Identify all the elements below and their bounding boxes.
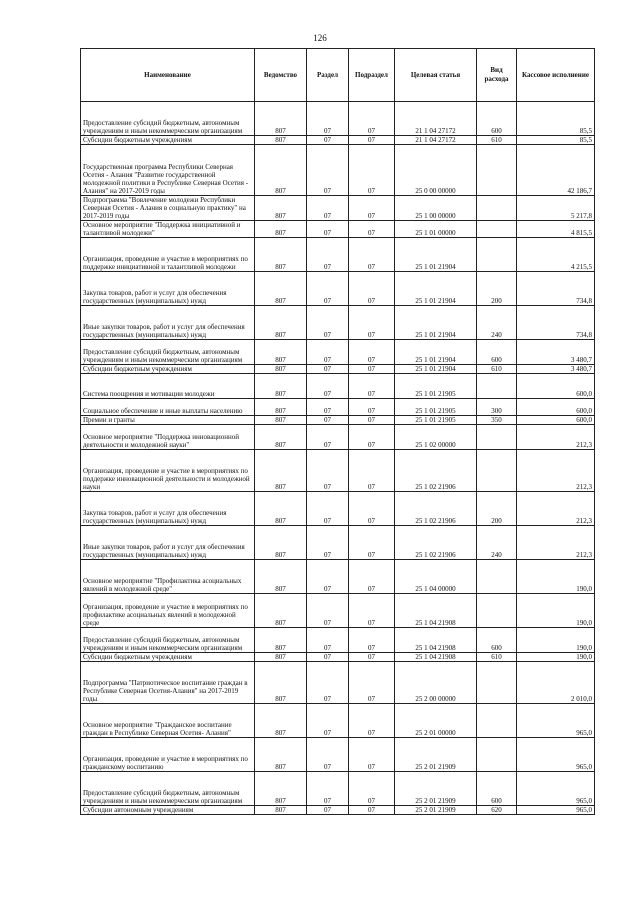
table-row (81, 772, 595, 806)
row-target-article: 25 2 01 21909 (395, 738, 477, 772)
row-vedomstvo: 807 (255, 145, 307, 196)
row-target-article: 25 0 00 00000 (395, 145, 477, 196)
row-name: Субсидии бюджетным учреждениям (81, 136, 255, 145)
row-razdel: 07 (307, 145, 349, 196)
row-podrazdel: 07 (349, 272, 395, 306)
row-target-article: 25 1 01 21904 (395, 306, 477, 340)
row-amount: 965,0 (517, 704, 595, 738)
row-target-article: 25 1 02 21906 (395, 526, 477, 560)
row-amount: 190,0 (517, 628, 595, 653)
row-amount: 3 480,7 (517, 340, 595, 365)
row-vedomstvo: 807 (255, 221, 307, 238)
row-podrazdel: 07 (349, 340, 395, 365)
table-row (81, 425, 595, 450)
row-podrazdel: 07 (349, 136, 395, 145)
row-expense-type (477, 450, 517, 492)
row-target-article: 25 1 01 21904 (395, 340, 477, 365)
row-expense-type (477, 221, 517, 238)
row-amount: 965,0 (517, 738, 595, 772)
row-target-article: 25 2 01 21909 (395, 772, 477, 806)
row-name: Предоставление субсидий бюджетным, автономным учреждениям и иным некоммерческим организациям (81, 628, 255, 653)
row-expense-type: 610 (477, 653, 517, 662)
row-vedomstvo: 807 (255, 560, 307, 594)
row-vedomstvo: 807 (255, 102, 307, 136)
row-expense-type: 240 (477, 526, 517, 560)
row-expense-type: 200 (477, 272, 517, 306)
row-podrazdel: 07 (349, 738, 395, 772)
header-podrazdel: Подраздел (349, 49, 395, 102)
row-amount: 212,3 (517, 425, 595, 450)
row-amount: 4 215,5 (517, 238, 595, 272)
row-expense-type (477, 594, 517, 628)
row-expense-type (477, 196, 517, 221)
table-row (81, 340, 595, 365)
row-name: Иные закупки товаров, работ и услуг для обеспечения государственных (муниципальных) нужд (81, 526, 255, 560)
row-expense-type (477, 374, 517, 399)
row-amount: 212,3 (517, 492, 595, 526)
row-vedomstvo: 807 (255, 136, 307, 145)
header-vedomstvo: Ведомство (255, 49, 307, 102)
row-razdel: 07 (307, 772, 349, 806)
row-name: Основное мероприятие "Профилактика асоциальных явлений в молодежной среде" (81, 560, 255, 594)
row-target-article: 21 1 04 27172 (395, 102, 477, 136)
row-target-article: 25 2 00 00000 (395, 662, 477, 704)
row-vedomstvo: 807 (255, 628, 307, 653)
row-target-article: 25 1 01 21904 (395, 365, 477, 374)
table-row (81, 365, 595, 374)
row-target-article: 25 1 02 21906 (395, 450, 477, 492)
row-amount: 4 815,5 (517, 221, 595, 238)
table-body (81, 102, 595, 815)
row-vedomstvo: 807 (255, 492, 307, 526)
row-name: Субсидии автономным учреждениям (81, 806, 255, 815)
row-target-article: 25 1 01 21905 (395, 374, 477, 399)
row-razdel: 07 (307, 365, 349, 374)
row-name: Предоставление субсидий бюджетным, автономным учреждениям и иным некоммерческим организациям (81, 340, 255, 365)
row-vedomstvo: 807 (255, 772, 307, 806)
row-amount: 212,3 (517, 450, 595, 492)
row-amount: 190,0 (517, 594, 595, 628)
table-row (81, 492, 595, 526)
row-amount: 5 217,8 (517, 196, 595, 221)
row-vedomstvo: 807 (255, 272, 307, 306)
row-expense-type: 350 (477, 416, 517, 425)
row-expense-type (477, 560, 517, 594)
row-vedomstvo: 807 (255, 662, 307, 704)
row-expense-type: 620 (477, 806, 517, 815)
row-razdel: 07 (307, 492, 349, 526)
row-razdel: 07 (307, 704, 349, 738)
table-row (81, 374, 595, 399)
row-razdel: 07 (307, 594, 349, 628)
table-row (81, 450, 595, 492)
row-podrazdel: 07 (349, 374, 395, 399)
row-name: Организация, проведение и участие в мероприятиях по профилактике асоциальных явлений в молодежной среде (81, 594, 255, 628)
row-expense-type: 240 (477, 306, 517, 340)
row-podrazdel: 07 (349, 653, 395, 662)
row-amount: 190,0 (517, 653, 595, 662)
row-target-article: 25 1 01 21905 (395, 399, 477, 416)
row-name: Основное мероприятие "Поддержка инициативной и талантливой молодежи" (81, 221, 255, 238)
row-podrazdel: 07 (349, 450, 395, 492)
row-expense-type (477, 662, 517, 704)
table-row (81, 306, 595, 340)
header-razdel: Раздел (307, 49, 349, 102)
row-razdel: 07 (307, 662, 349, 704)
row-name: Организация, проведение и участие в мероприятиях по поддержке инновационной деятельности и молодежной науки (81, 450, 255, 492)
row-podrazdel: 07 (349, 238, 395, 272)
header-name: Наименование (81, 49, 255, 102)
row-name: Субсидии бюджетным учреждениям (81, 365, 255, 374)
row-podrazdel: 07 (349, 102, 395, 136)
header-target-article: Целевая статья (395, 49, 477, 102)
row-expense-type: 600 (477, 102, 517, 136)
row-target-article: 25 1 01 21904 (395, 238, 477, 272)
table-row (81, 628, 595, 653)
row-name: Иные закупки товаров, работ и услуг для обеспечения государственных (муниципальных) нужд (81, 306, 255, 340)
table-row (81, 196, 595, 221)
row-podrazdel: 07 (349, 196, 395, 221)
row-vedomstvo: 807 (255, 653, 307, 662)
row-razdel: 07 (307, 221, 349, 238)
row-razdel: 07 (307, 738, 349, 772)
row-target-article: 25 2 01 00000 (395, 704, 477, 738)
row-amount: 2 010,0 (517, 662, 595, 704)
table-row (81, 399, 595, 416)
row-name: Предоставление субсидий бюджетным, автономным учреждениям и иным некоммерческим организациям (81, 772, 255, 806)
row-podrazdel: 07 (349, 425, 395, 450)
table-row (81, 704, 595, 738)
row-expense-type (477, 145, 517, 196)
row-vedomstvo: 807 (255, 374, 307, 399)
row-vedomstvo: 807 (255, 238, 307, 272)
row-podrazdel: 07 (349, 704, 395, 738)
table-row (81, 272, 595, 306)
row-name: Предоставление субсидий бюджетным, автономным учреждениям и иным некоммерческим организациям (81, 102, 255, 136)
table-row (81, 560, 595, 594)
row-name: Основное мероприятие "Поддержка инновационной деятельности и молодежной науки" (81, 425, 255, 450)
row-razdel: 07 (307, 526, 349, 560)
row-vedomstvo: 807 (255, 196, 307, 221)
row-name: Подпрограмма "Вовлечение молодежи Республики Северная Осетия - Алания в социальную практику" на 2017-2019 годы (81, 196, 255, 221)
row-amount: 965,0 (517, 772, 595, 806)
row-expense-type (477, 425, 517, 450)
row-podrazdel: 07 (349, 145, 395, 196)
table-row (81, 526, 595, 560)
header-cash-execution: Кассовое исполнение (517, 49, 595, 102)
row-target-article: 25 1 01 21905 (395, 416, 477, 425)
row-expense-type: 600 (477, 772, 517, 806)
row-podrazdel: 07 (349, 221, 395, 238)
table-row (81, 238, 595, 272)
row-amount: 965,0 (517, 806, 595, 815)
row-razdel: 07 (307, 102, 349, 136)
row-amount: 85,5 (517, 136, 595, 145)
row-name: Подпрограмма "Патриотическое воспитание граждан в Республике Северная Осетия-Алания" на 2017-2019 годы (81, 662, 255, 704)
row-expense-type: 300 (477, 399, 517, 416)
row-vedomstvo: 807 (255, 416, 307, 425)
row-target-article: 25 1 04 21908 (395, 628, 477, 653)
row-vedomstvo: 807 (255, 340, 307, 365)
row-expense-type: 610 (477, 365, 517, 374)
row-razdel: 07 (307, 340, 349, 365)
row-amount: 212,3 (517, 526, 595, 560)
row-expense-type: 600 (477, 628, 517, 653)
row-target-article: 25 1 02 21906 (395, 492, 477, 526)
row-amount: 600,0 (517, 399, 595, 416)
row-name: Закупка товаров, работ и услуг для обеспечения государственных (муниципальных) нужд (81, 492, 255, 526)
row-podrazdel: 07 (349, 662, 395, 704)
row-razdel: 07 (307, 136, 349, 145)
row-name: Премии и гранты (81, 416, 255, 425)
table-header-row (81, 49, 595, 102)
row-amount: 734,8 (517, 272, 595, 306)
row-vedomstvo: 807 (255, 365, 307, 374)
row-vedomstvo: 807 (255, 306, 307, 340)
row-expense-type (477, 238, 517, 272)
row-target-article: 25 1 01 21904 (395, 272, 477, 306)
row-razdel: 07 (307, 628, 349, 653)
row-expense-type (477, 738, 517, 772)
row-podrazdel: 07 (349, 365, 395, 374)
row-razdel: 07 (307, 399, 349, 416)
table-row (81, 102, 595, 136)
row-razdel: 07 (307, 806, 349, 815)
table-row (81, 416, 595, 425)
row-vedomstvo: 807 (255, 704, 307, 738)
row-podrazdel: 07 (349, 560, 395, 594)
row-name: Субсидии бюджетным учреждениям (81, 653, 255, 662)
row-name: Организация, проведение и участие в мероприятиях по гражданскому воспитанию (81, 738, 255, 772)
table-row (81, 662, 595, 704)
table-row (81, 738, 595, 772)
row-podrazdel: 07 (349, 594, 395, 628)
table-row (81, 136, 595, 145)
row-expense-type (477, 704, 517, 738)
row-razdel: 07 (307, 196, 349, 221)
row-razdel: 07 (307, 306, 349, 340)
row-amount: 600,0 (517, 416, 595, 425)
row-vedomstvo: 807 (255, 806, 307, 815)
row-name: Организация, проведение и участие в мероприятиях по поддержке инициативной и талантливой молодежи (81, 238, 255, 272)
row-amount: 600,0 (517, 374, 595, 399)
row-amount: 734,8 (517, 306, 595, 340)
row-name: Закупка товаров, работ и услуг для обеспечения государственных (муниципальных) нужд (81, 272, 255, 306)
row-podrazdel: 07 (349, 416, 395, 425)
row-razdel: 07 (307, 238, 349, 272)
row-razdel: 07 (307, 560, 349, 594)
row-target-article: 25 1 00 00000 (395, 196, 477, 221)
row-name: Система поощрения и мотивации молодежи (81, 374, 255, 399)
row-expense-type: 600 (477, 340, 517, 365)
row-target-article: 25 1 01 00000 (395, 221, 477, 238)
row-vedomstvo: 807 (255, 594, 307, 628)
row-amount: 190,0 (517, 560, 595, 594)
row-amount: 3 480,7 (517, 365, 595, 374)
header-expense-type: Вид расхода (477, 49, 517, 102)
row-razdel: 07 (307, 450, 349, 492)
table-row (81, 145, 595, 196)
row-expense-type: 610 (477, 136, 517, 145)
row-vedomstvo: 807 (255, 399, 307, 416)
row-podrazdel: 07 (349, 806, 395, 815)
table-row (81, 221, 595, 238)
row-podrazdel: 07 (349, 772, 395, 806)
row-amount: 85,5 (517, 102, 595, 136)
row-podrazdel: 07 (349, 306, 395, 340)
row-name: Социальное обеспечение и иные выплаты населению (81, 399, 255, 416)
row-podrazdel: 07 (349, 492, 395, 526)
table-row (81, 653, 595, 662)
row-name: Государственная программа Республики Северная Осетия - Алания "Развитие государственной молодежной политики в Республике Северная Осетия - Алания" на 2017-2019 годы (81, 145, 255, 196)
page-number: 126 (313, 33, 327, 43)
row-vedomstvo: 807 (255, 425, 307, 450)
row-amount: 42 186,7 (517, 145, 595, 196)
table-row (81, 594, 595, 628)
row-target-article: 25 1 04 21908 (395, 653, 477, 662)
row-razdel: 07 (307, 416, 349, 425)
row-podrazdel: 07 (349, 526, 395, 560)
row-target-article: 25 1 04 21908 (395, 594, 477, 628)
budget-table (80, 48, 595, 815)
row-target-article: 25 1 04 00000 (395, 560, 477, 594)
row-podrazdel: 07 (349, 399, 395, 416)
row-vedomstvo: 807 (255, 526, 307, 560)
row-podrazdel: 07 (349, 628, 395, 653)
row-razdel: 07 (307, 653, 349, 662)
row-expense-type: 200 (477, 492, 517, 526)
table-row (81, 806, 595, 815)
row-razdel: 07 (307, 374, 349, 399)
row-vedomstvo: 807 (255, 738, 307, 772)
row-target-article: 21 1 04 27172 (395, 136, 477, 145)
row-vedomstvo: 807 (255, 450, 307, 492)
row-razdel: 07 (307, 272, 349, 306)
row-razdel: 07 (307, 425, 349, 450)
row-target-article: 25 2 01 21909 (395, 806, 477, 815)
row-name: Основное мероприятие "Гражданское воспитание граждан в Республике Северная Осетия- Алания" (81, 704, 255, 738)
row-target-article: 25 1 02 00000 (395, 425, 477, 450)
